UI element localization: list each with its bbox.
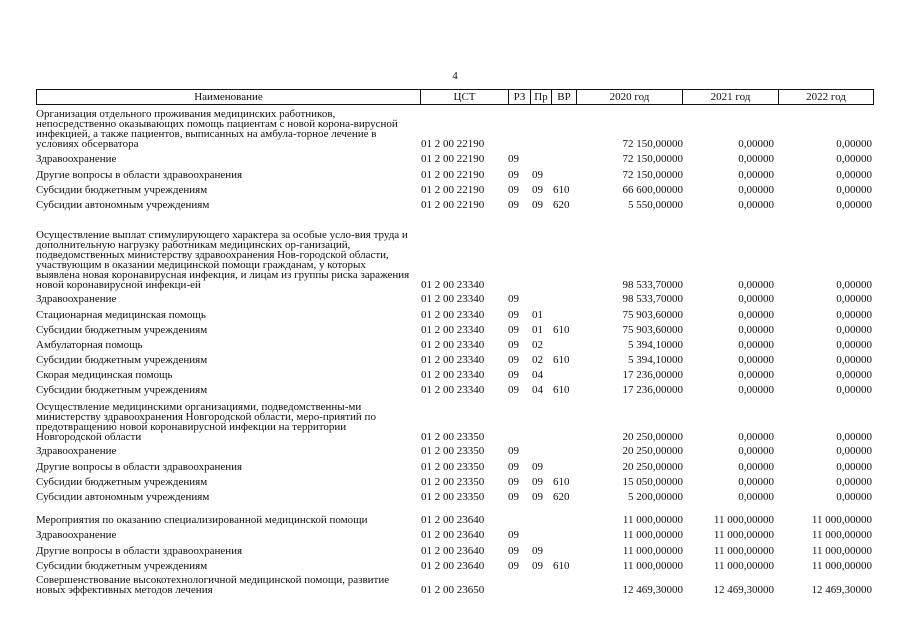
cell-y2022: 0,00000 [836, 324, 872, 336]
cell-y2022: 0,00000 [836, 491, 872, 503]
cell-y2020: 20 250,00000 [622, 445, 683, 457]
cell-rz: 09 [508, 445, 519, 457]
cell-y2021: 11 000,00000 [713, 560, 774, 572]
cell-name: Здравоохранение [36, 529, 117, 541]
cell-y2022: 0,00000 [836, 384, 872, 396]
cell-rz: 09 [508, 199, 519, 211]
cell-y2021: 0,00000 [738, 324, 774, 336]
cell-pr: 09 [532, 545, 543, 557]
cell-pr: 09 [532, 461, 543, 473]
cell-vr: 610 [553, 384, 570, 396]
cell-y2020: 11 000,00000 [622, 560, 683, 572]
cell-name: Стационарная медицинская помощь [36, 309, 206, 321]
header-rz: РЗ [509, 90, 531, 104]
cell-vr: 610 [553, 476, 570, 488]
cell-pr: 01 [532, 324, 543, 336]
cell-y2021: 0,00000 [738, 354, 774, 366]
cell-name: Осуществление медицинскими организациями, подведомственны-ми министерству здравоохранения Новгородской области, меро-приятий по предотвращению новой коронавирусной инфекции на территории Новгородской области [36, 401, 376, 443]
cell-y2021: 0,00000 [738, 431, 774, 443]
cell-cst: 01 2 00 23640 [421, 529, 485, 541]
cell-cst: 01 2 00 23340 [421, 293, 485, 305]
cell-y2020: 98 533,70000 [622, 279, 683, 291]
cell-name: Субсидии автономным учреждениям [36, 491, 210, 503]
cell-name: Другие вопросы в области здравоохранения [36, 545, 243, 557]
cell-cst: 01 2 00 23340 [421, 279, 485, 291]
cell-pr: 02 [532, 354, 543, 366]
cell-y2020: 75 903,60000 [622, 324, 683, 336]
cell-y2020: 20 250,00000 [622, 461, 683, 473]
cell-name: Амбулаторная помощь [36, 339, 143, 351]
cell-cst: 01 2 00 22190 [421, 199, 485, 211]
cell-y2022: 0,00000 [836, 279, 872, 291]
cell-cst: 01 2 00 23640 [421, 560, 485, 572]
cell-name: Мероприятия по оказанию специализированной медицинской помощи [36, 514, 368, 526]
cell-y2021: 0,00000 [738, 184, 774, 196]
cell-cst: 01 2 00 23340 [421, 369, 485, 381]
cell-pr: 09 [532, 169, 543, 181]
cell-name: Совершенствование высокотехнологичной медицинской помощи, развитие новых эффективных методов лечения [36, 574, 390, 596]
cell-pr: 09 [532, 184, 543, 196]
cell-y2020: 5 550,00000 [628, 199, 683, 211]
cell-y2022: 0,00000 [836, 354, 872, 366]
cell-rz: 09 [508, 491, 519, 503]
cell-name: Здравоохранение [36, 445, 117, 457]
cell-rz: 09 [508, 461, 519, 473]
cell-name: Здравоохранение [36, 153, 117, 165]
header-2021: 2021 год [683, 90, 779, 104]
cell-pr: 09 [532, 199, 543, 211]
cell-y2021: 0,00000 [738, 384, 774, 396]
cell-rz: 09 [508, 293, 519, 305]
cell-rz: 09 [508, 384, 519, 396]
cell-y2020: 5 200,00000 [628, 491, 683, 503]
cell-y2022: 11 000,00000 [811, 529, 872, 541]
cell-y2020: 72 150,00000 [622, 169, 683, 181]
cell-rz: 09 [508, 529, 519, 541]
cell-y2021: 11 000,00000 [713, 514, 774, 526]
cell-cst: 01 2 00 23350 [421, 445, 485, 457]
cell-y2021: 12 469,30000 [713, 584, 774, 596]
cell-y2021: 0,00000 [738, 199, 774, 211]
header-name: Наименование [37, 90, 421, 104]
cell-cst: 01 2 00 22190 [421, 169, 485, 181]
cell-y2022: 0,00000 [836, 169, 872, 181]
header-2020: 2020 год [577, 90, 683, 104]
cell-cst: 01 2 00 23350 [421, 431, 485, 443]
cell-y2021: 11 000,00000 [713, 545, 774, 557]
cell-y2022: 0,00000 [836, 445, 872, 457]
cell-y2022: 0,00000 [836, 153, 872, 165]
cell-rz: 09 [508, 324, 519, 336]
cell-y2022: 0,00000 [836, 293, 872, 305]
cell-y2020: 5 394,10000 [628, 354, 683, 366]
cell-y2021: 0,00000 [738, 476, 774, 488]
cell-name: Субсидии бюджетным учреждениям [36, 354, 208, 366]
cell-name: Субсидии бюджетным учреждениям [36, 476, 208, 488]
cell-y2021: 0,00000 [738, 169, 774, 181]
cell-y2020: 75 903,60000 [622, 309, 683, 321]
cell-vr: 610 [553, 184, 570, 196]
header-pr: Пр [531, 90, 552, 104]
cell-y2021: 0,00000 [738, 138, 774, 150]
cell-name: Субсидии бюджетным учреждениям [36, 184, 208, 196]
header-cst: ЦСТ [421, 90, 509, 104]
cell-cst: 01 2 00 23640 [421, 545, 485, 557]
cell-pr: 02 [532, 339, 543, 351]
cell-y2022: 0,00000 [836, 309, 872, 321]
cell-rz: 09 [508, 354, 519, 366]
cell-y2022: 0,00000 [836, 476, 872, 488]
cell-y2022: 0,00000 [836, 369, 872, 381]
cell-cst: 01 2 00 23340 [421, 309, 485, 321]
cell-y2020: 17 236,00000 [622, 369, 683, 381]
cell-y2021: 0,00000 [738, 339, 774, 351]
cell-cst: 01 2 00 23340 [421, 324, 485, 336]
cell-cst: 01 2 00 23350 [421, 491, 485, 503]
cell-y2022: 11 000,00000 [811, 514, 872, 526]
cell-y2021: 0,00000 [738, 461, 774, 473]
cell-cst: 01 2 00 22190 [421, 153, 485, 165]
cell-y2022: 0,00000 [836, 431, 872, 443]
cell-rz: 09 [508, 169, 519, 181]
cell-y2020: 72 150,00000 [622, 138, 683, 150]
cell-y2021: 0,00000 [738, 293, 774, 305]
cell-y2020: 12 469,30000 [622, 584, 683, 596]
cell-name: Субсидии бюджетным учреждениям [36, 560, 208, 572]
cell-y2022: 0,00000 [836, 138, 872, 150]
cell-name: Скорая медицинская помощь [36, 369, 173, 381]
cell-pr: 04 [532, 369, 543, 381]
cell-y2020: 98 533,70000 [622, 293, 683, 305]
cell-rz: 09 [508, 339, 519, 351]
cell-cst: 01 2 00 23340 [421, 339, 485, 351]
cell-rz: 09 [508, 560, 519, 572]
cell-name: Осуществление выплат стимулирующего характера за особые усло-вия труда и дополнительную нагрузку работникам медицинских ор-ганизаций, подведомственных министерству здравоохранения Нов-городской области, участвующим в оказании медицинской помощи гражданам, у которых выявлена новая коронавирусная инфекция, и лицам из группы риска заражения новой коронавирусной инфекци-ей [36, 229, 410, 291]
cell-y2020: 11 000,00000 [622, 514, 683, 526]
cell-vr: 610 [553, 354, 570, 366]
cell-rz: 09 [508, 545, 519, 557]
cell-pr: 01 [532, 309, 543, 321]
cell-cst: 01 2 00 23340 [421, 354, 485, 366]
header-vr: ВР [552, 90, 577, 104]
cell-y2022: 0,00000 [836, 184, 872, 196]
cell-y2022: 0,00000 [836, 339, 872, 351]
cell-cst: 01 2 00 23350 [421, 476, 485, 488]
cell-y2020: 17 236,00000 [622, 384, 683, 396]
cell-y2021: 0,00000 [738, 369, 774, 381]
cell-vr: 620 [553, 491, 570, 503]
cell-y2020: 20 250,00000 [622, 431, 683, 443]
cell-y2020: 11 000,00000 [622, 545, 683, 557]
cell-y2022: 12 469,30000 [811, 584, 872, 596]
cell-cst: 01 2 00 22190 [421, 184, 485, 196]
cell-cst: 01 2 00 22190 [421, 138, 485, 150]
cell-cst: 01 2 00 23640 [421, 514, 485, 526]
cell-y2020: 72 150,00000 [622, 153, 683, 165]
cell-y2020: 5 394,10000 [628, 339, 683, 351]
cell-name: Другие вопросы в области здравоохранения [36, 169, 243, 181]
cell-rz: 09 [508, 476, 519, 488]
cell-cst: 01 2 00 23350 [421, 461, 485, 473]
cell-y2020: 15 050,00000 [622, 476, 683, 488]
cell-y2021: 0,00000 [738, 445, 774, 457]
cell-y2021: 0,00000 [738, 153, 774, 165]
cell-y2021: 0,00000 [738, 309, 774, 321]
cell-rz: 09 [508, 153, 519, 165]
cell-pr: 09 [532, 560, 543, 572]
cell-name: Здравоохранение [36, 293, 117, 305]
cell-pr: 09 [532, 476, 543, 488]
header-2022: 2022 год [806, 91, 846, 103]
cell-pr: 04 [532, 384, 543, 396]
cell-cst: 01 2 00 23650 [421, 584, 485, 596]
cell-y2021: 0,00000 [738, 279, 774, 291]
cell-cst: 01 2 00 23340 [421, 384, 485, 396]
cell-rz: 09 [508, 309, 519, 321]
cell-y2021: 11 000,00000 [713, 529, 774, 541]
cell-y2021: 0,00000 [738, 491, 774, 503]
cell-y2022: 11 000,00000 [811, 545, 872, 557]
cell-y2020: 66 600,00000 [622, 184, 683, 196]
cell-name: Другие вопросы в области здравоохранения [36, 461, 243, 473]
cell-y2022: 11 000,00000 [811, 560, 872, 572]
cell-y2022: 0,00000 [836, 199, 872, 211]
cell-rz: 09 [508, 369, 519, 381]
cell-vr: 610 [553, 560, 570, 572]
cell-name: Субсидии бюджетным учреждениям [36, 384, 208, 396]
cell-y2022: 0,00000 [836, 461, 872, 473]
cell-name: Субсидии бюджетным учреждениям [36, 324, 208, 336]
cell-name: Субсидии автономным учреждениям [36, 199, 210, 211]
cell-vr: 620 [553, 199, 570, 211]
cell-rz: 09 [508, 184, 519, 196]
cell-vr: 610 [553, 324, 570, 336]
page-number: 4 [452, 70, 458, 82]
cell-y2020: 11 000,00000 [622, 529, 683, 541]
cell-pr: 09 [532, 491, 543, 503]
cell-name: Организация отдельного проживания медицинских работников, непосредственно оказывающих помощь пациентам с новой корона-вирусной инфекцией, а также пациентов, выписанных на амбула-торное лечение в условиях обсерватора [36, 108, 398, 150]
